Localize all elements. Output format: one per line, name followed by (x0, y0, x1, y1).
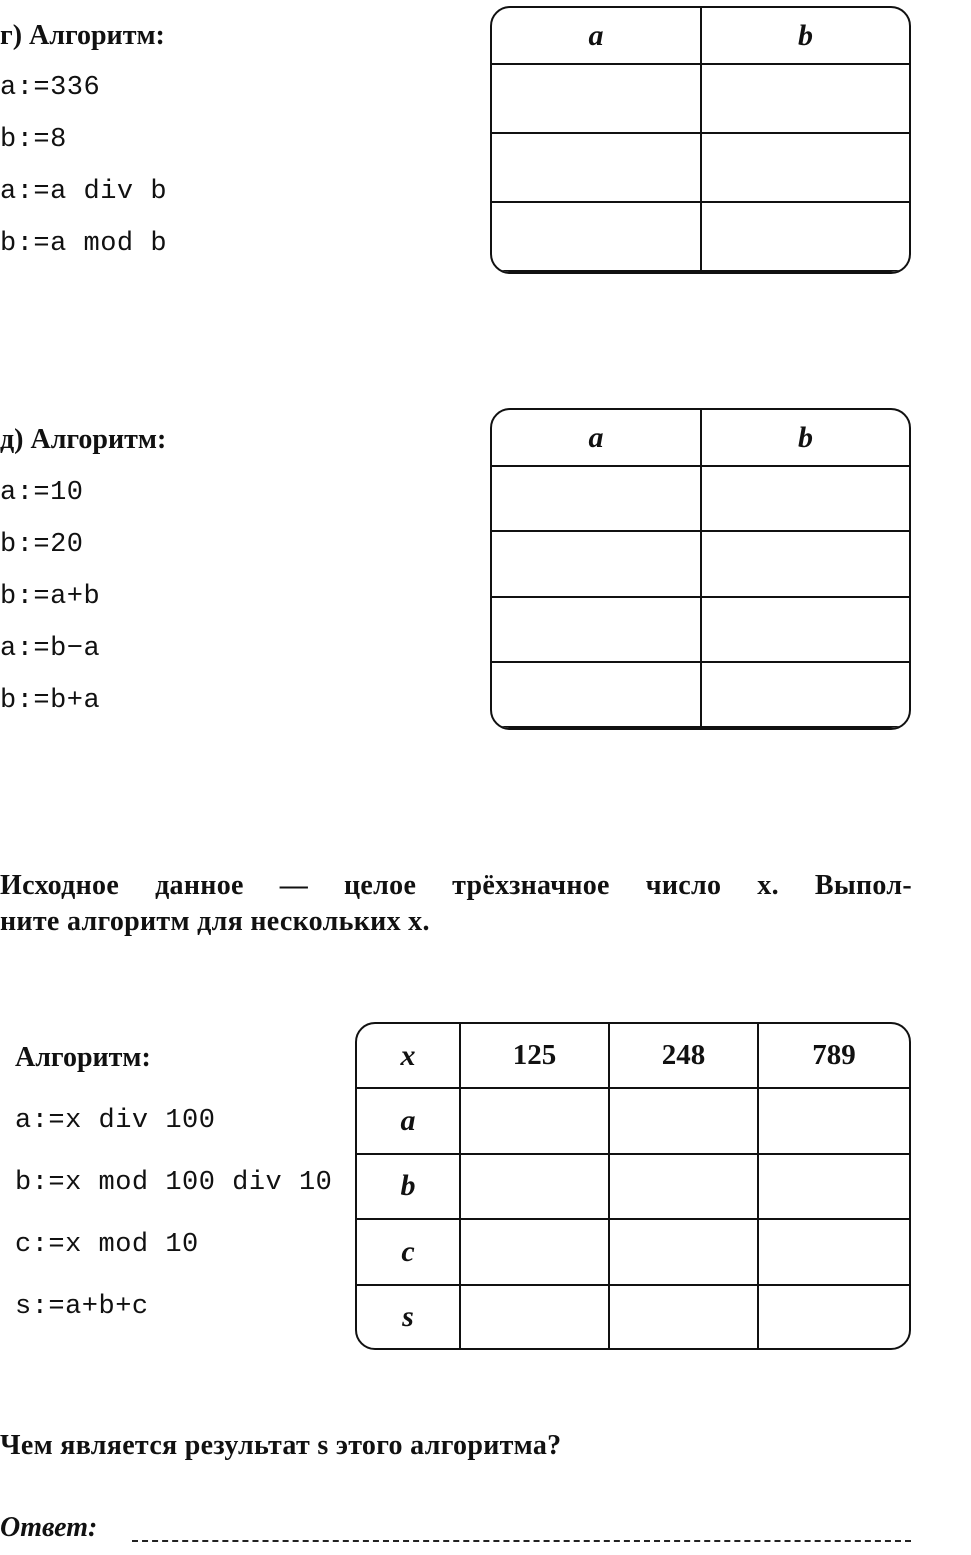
problem-line-2: ните алгоритм для нескольких x. (0, 906, 430, 937)
answer-cell[interactable] (610, 1155, 759, 1221)
task-d-cell[interactable] (702, 663, 909, 728)
answer-cell[interactable] (759, 1220, 909, 1286)
answer-cell[interactable] (759, 1089, 909, 1155)
task-g-code-line-3: a:=a div b (0, 177, 168, 207)
task-d-code-line-5: b:=b+a (0, 686, 101, 716)
task-d-code-line-4: a:=b−a (0, 634, 101, 664)
answer-cell[interactable] (461, 1220, 610, 1286)
task-g-cell[interactable] (702, 65, 909, 134)
question: Чем является результат s этого алгоритма? (0, 1430, 562, 1461)
task-g-cell[interactable] (702, 134, 909, 203)
task-3-trace-table (355, 1022, 911, 1350)
answer-label: Ответ: (0, 1512, 98, 1543)
task-g-code-line-1: a:=336 (0, 73, 101, 103)
task-d-code-line-2: b:=20 (0, 530, 84, 560)
task-d-cell[interactable] (492, 663, 702, 728)
answer-cell[interactable] (461, 1286, 610, 1348)
task-3-code-line-2: b:=x mod 100 div 10 (15, 1168, 333, 1198)
task-3-code-line-1: a:=x div 100 (15, 1106, 216, 1136)
task-g-cell[interactable] (492, 134, 702, 203)
x-value-3: 789 (759, 1024, 909, 1089)
task-d-cell[interactable] (492, 598, 702, 663)
task-d-cell[interactable] (702, 467, 909, 532)
task-3-code-line-4: s:=a+b+c (15, 1292, 149, 1322)
task-d-code-line-1: a:=10 (0, 478, 84, 508)
answer-cell[interactable] (461, 1089, 610, 1155)
task-d-cell[interactable] (492, 467, 702, 532)
row-label-b: b (357, 1155, 461, 1221)
x-value-2: 248 (610, 1024, 759, 1089)
task-g-header-a: a (492, 8, 702, 65)
task-d-cell[interactable] (492, 532, 702, 597)
problem-line-1: Исходное данное — целое трёхзначное число x. Выпол- (0, 870, 912, 901)
task-g-code-line-2: b:=8 (0, 125, 67, 155)
task-g-cell[interactable] (492, 65, 702, 134)
task-3-code-line-3: c:=x mod 10 (15, 1230, 199, 1260)
task-g-cell[interactable] (702, 203, 909, 272)
task-d-header-a: a (492, 410, 702, 467)
row-label-c: c (357, 1220, 461, 1286)
task-g-header-b: b (702, 8, 909, 65)
answer-cell[interactable] (759, 1286, 909, 1348)
task-g-title: г) Алгоритм: (0, 20, 165, 51)
header-x: x (357, 1024, 461, 1089)
row-label-a: a (357, 1089, 461, 1155)
answer-cell[interactable] (610, 1089, 759, 1155)
answer-cell[interactable] (610, 1286, 759, 1348)
task-d-title: д) Алгоритм: (0, 424, 167, 455)
task-g-trace-table (490, 6, 911, 274)
task-d-trace-table (490, 408, 911, 730)
task-3-title: Алгоритм: (15, 1042, 151, 1073)
task-g-code-line-4: b:=a mod b (0, 229, 168, 259)
task-g-cell[interactable] (492, 203, 702, 272)
task-d-code-line-3: b:=a+b (0, 582, 101, 612)
task-d-cell[interactable] (702, 532, 909, 597)
task-d-header-b: b (702, 410, 909, 467)
task-d-cell[interactable] (702, 598, 909, 663)
row-label-s: s (357, 1286, 461, 1348)
answer-cell[interactable] (759, 1155, 909, 1221)
answer-cell[interactable] (461, 1155, 610, 1221)
answer-cell[interactable] (610, 1220, 759, 1286)
problem-statement (0, 868, 912, 940)
answer-line[interactable] (132, 1540, 911, 1542)
x-value-1: 125 (461, 1024, 610, 1089)
